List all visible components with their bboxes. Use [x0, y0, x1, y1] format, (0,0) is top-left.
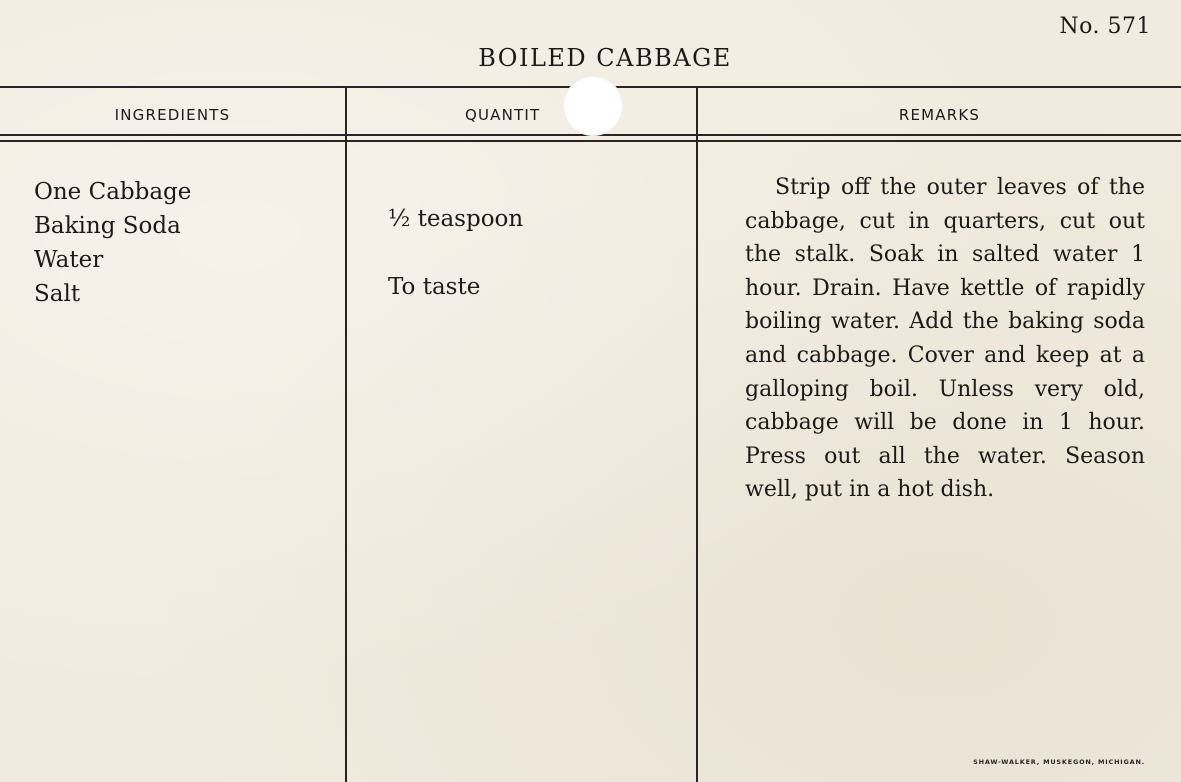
printer-imprint: SHAW-WALKER, MUSKEGON, MICHIGAN. [973, 758, 1145, 766]
column-divider-left [345, 88, 347, 782]
header-bottom-rule-double [0, 140, 1181, 142]
ingredients-list [34, 175, 191, 311]
punch-hole [563, 76, 623, 136]
ingredient-item: One Cabbage [34, 179, 192, 205]
ingredient-item: Salt [34, 281, 81, 307]
ingredient-item: Water [34, 247, 104, 273]
ingredient-item: Baking Soda [34, 213, 181, 239]
recipe-title: BOILED CABBAGE [478, 44, 732, 72]
column-divider-right [696, 88, 698, 782]
ingredients-column-header: INGREDIENTS [114, 106, 231, 124]
remarks-column-header: REMARKS [898, 106, 981, 124]
quantity-baking-soda: ½ teaspoon [388, 206, 524, 232]
quantity-column-header: QUANTIT [465, 106, 541, 124]
quantity-salt: To taste [388, 274, 481, 300]
remarks-text: Strip off the outer leaves of the cabbage, cut in quarters, cut out the stalk. Soak in salted water 1 hour. Drain. Have kettle of rapidly boiling water. Add the baking soda and cabbage. Cover and keep at a galloping boil. Unless very old, cabbage will be done in 1 hour. Press out all the water. Season well, put in a hot dish. [745, 175, 1145, 503]
card-number: No. 571 [1059, 14, 1151, 39]
